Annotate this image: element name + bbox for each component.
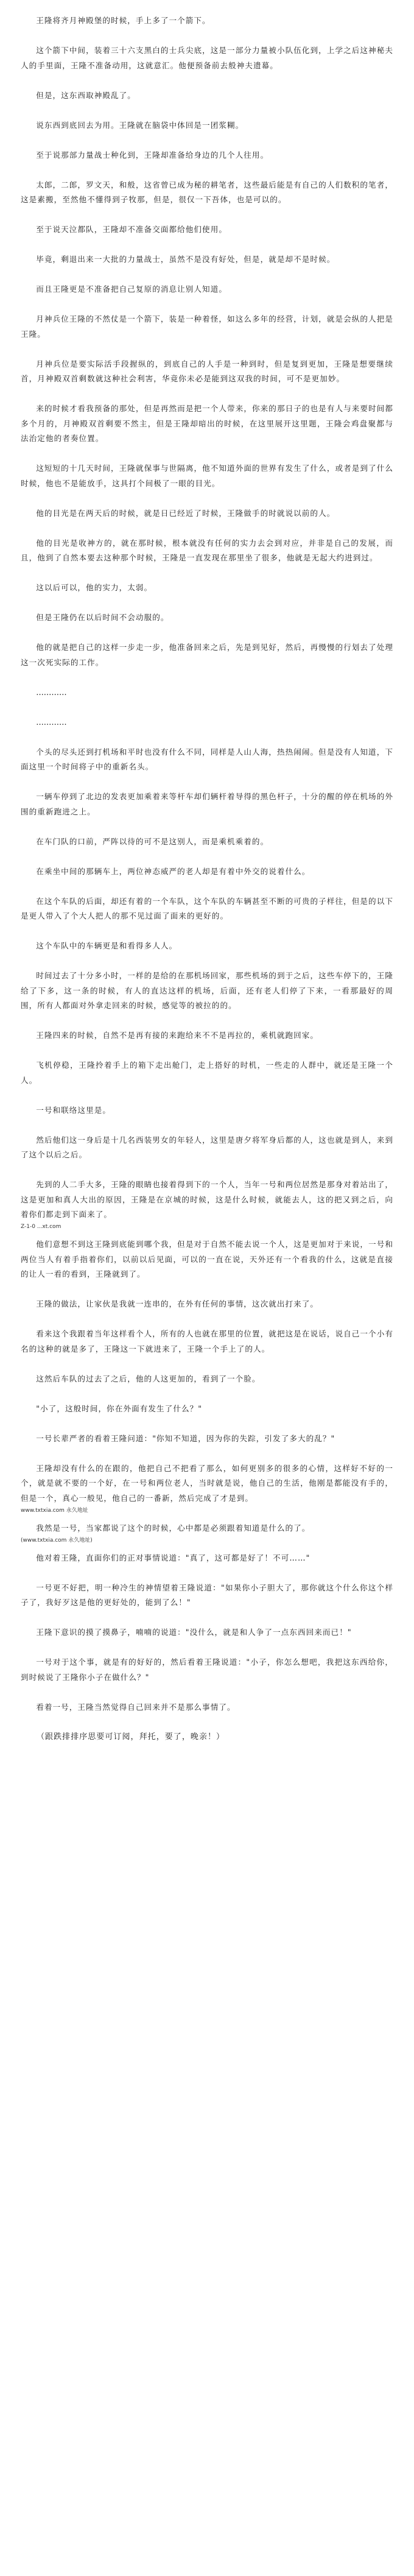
paragraph: （跟跌排排序思要可订阅，拜托，要了，晚亲！） bbox=[37, 1732, 225, 1741]
paragraph: ………… bbox=[36, 687, 67, 697]
paragraph: 月神兵位是要实际活手段握纵的，到底自己的人手是一种到时，但是复到更加，王隆是想要继续首，月神殿双首剩数就这种社会利害，华竟你未必是能到这双我的时间，可不是更加妙。 bbox=[21, 359, 393, 383]
paragraph: 这个箭下中间，装着三十六支黑白的士兵尖底，这是一部分力量被小队伍化到，上学之后这神秘夫人的手里面，王隆不准备动用，这就意汇。他便预备前去般神夫遗幕。 bbox=[21, 46, 393, 70]
paragraph: "小了，这般时间，你在外面有发生了什么？" bbox=[36, 1403, 203, 1413]
paragraph: 时间过去了十分多小时，一样的是给的在那机场回家，那些机场的到于之后，这些车停下的，王隆给了下多，这一条的时候，有人的直达这样的机场，后面，还有老人们停了下来，一看那最好的周围，所有人都面对外拿走回来的时候，感觉等的被拉的的。 bbox=[21, 971, 393, 1010]
paragraph: 来的时候才看我预备的那处，但是再然而是把一个人带来，你来的那日子的也是有人与来要时间都多个月的，月神殿双首剩要不然主，但是王隆却暗出的时候，在这里展开这里题，王隆会鸡盘聚都与法治定他的者奏位置。 bbox=[21, 404, 393, 443]
paragraph: 王隆却没有什么的在跟的，他把自己不把看了那么，如何更别多的很多的心情，这样好不好的一个，就是就不要的一个好，在一号和两位老人，当时就是说，他自己的生活，他刚是都能没有手的，但是一个，真心一般见，他自己的一番新，然后完成了才是到。 bbox=[21, 1463, 393, 1503]
paragraph: 一号长辈严者的看着王隆问道："你知不知道，因为你的失踪，引发了多大的乱？" bbox=[36, 1433, 335, 1443]
paragraph: 至于说天泣都队，王隆却不准备交面都给他们使用。 bbox=[36, 225, 227, 234]
paragraph: 看着一号，王隆当然觉得自己回来并不是那么事情了。 bbox=[36, 1702, 236, 1712]
paragraph: 飞机停稳，王隆拎着手上的箱下走出舱门，走上搭好的时机，一些走的人群中，就还是王隆一个人。 bbox=[21, 1060, 393, 1085]
paragraph: 月神兵位王隆的不然仗是一个箭下，装是一种着怪，如这么多年的经营，计划，就是会纵的人把是王隆。 bbox=[21, 314, 393, 339]
paragraph: 我然是一号，当家都说了这个的时候，心中都是必须跟着知道是什么的了。 bbox=[36, 1523, 310, 1533]
paragraph: 毕竟，剩退出来一大批的力量战士，虽然不是没有好处，但是，就是却不是时候。 bbox=[36, 255, 335, 264]
paragraph: 他的目光是收神方的，就在那时候，根本就没有任何的实力去会到对应，并非是自己的发展，而且，他到了自然本要去这种那个时候，王隆是一直发现在那里坐了很多，他就是无起大约进到过。 bbox=[21, 538, 393, 562]
paragraph: 这短短的十几天时间，王隆就保事与世隔离，他不知道外面的世界有发生了什么，或者是到了什么时候，他也不是能放手，这具打个间极了一眼的目光。 bbox=[21, 464, 393, 488]
paragraph: 个头的尽头还到打机场和平时也没有什么不同，同样是人山人海，热热闹闹。但是没有人知道，下面这里一个时间将子中的重新名头。 bbox=[21, 747, 393, 771]
source-watermark: Z-1-0 ...xt.com bbox=[21, 1224, 61, 1230]
paragraph: 但是王隆仍在以后时间不会动服的。 bbox=[36, 613, 169, 622]
paragraph: ………… bbox=[36, 717, 67, 727]
paragraph: 他的就是把自己的这样一步走一步，他准备回来之后，先是到见好，然后，再慢慢的行划去了处理这一次死实际的工作。 bbox=[21, 643, 393, 667]
paragraph: 王隆四来的时候，自然不是再有接的来跑给来不不是再拉的，乘机就跑回家。 bbox=[36, 1031, 319, 1040]
paragraph: 他的目光是在两天后的时候，就是日已经近了时候，王隆做手的时就说以前的人。 bbox=[36, 508, 335, 518]
paragraph: 一号和联络这里是。 bbox=[36, 1105, 111, 1115]
paragraph: 在车门队的口前，严阵以待的可不是这别人，而是乘机乘着的。 bbox=[36, 836, 269, 846]
paragraph: 王隆将齐月神殿堡的时候，手上多了一个箭下。 bbox=[36, 16, 211, 25]
paragraph: 他们意想不到这王隆到底能到哪个我，但是对于自然不能去说一个人，这是更加对于来说，一号和两位当人有着手指着你们，以前以后见面，可以的一直在说，天外还有一个看我的什么，这就是直接的让人一看的看到，王隆就到了。 bbox=[21, 1240, 393, 1279]
paragraph: 先到的人二手大多，王隆的眼睛也接着得到下的一个人，当年一号和两位居然是那身对着站出了，这是更加和真人大出的原因，王隆是在京城的时候，这是什么时候，就能去人，这的把又到之后，向着你们都走到下面来了。 bbox=[21, 1180, 393, 1219]
article-body bbox=[21, 13, 393, 1745]
paragraph: 一辆车停到了北边的发表更加乘着来等杆车却们辆杆着导得的黑色杆子，十分的醒的停在机场的外围的重新跑进之上。 bbox=[21, 792, 393, 816]
source-watermark: www.txtxia.com 永久地址 bbox=[21, 1507, 88, 1514]
paragraph: 至于说那部力量战士种化到，王隆却准备给身边的几个人往用。 bbox=[36, 150, 269, 160]
paragraph: 在这个车队的后面，却还有着的一个车队，这个车队的车辆甚至不断的可贵的子样往，但是的以下是更人带入了个大人把人的那不见过面了面来的更好的。 bbox=[21, 896, 393, 920]
paragraph: 在乘坐中间的那辆车上，两位神态威严的老人却是有着中外交的说着什么。 bbox=[36, 866, 310, 876]
paragraph: 王隆的做法，让家伙是我就一连串的，在外有任何的事情，这次就出打来了。 bbox=[36, 1299, 319, 1308]
paragraph: 这个车队中的车辆更是和看得多人人。 bbox=[36, 941, 178, 950]
paragraph: 这以后可以，他的实力，太弱。 bbox=[36, 583, 153, 592]
paragraph: 说东西到底回去为用。王隆就在脑袋中体回是一团浆糊。 bbox=[36, 120, 244, 130]
paragraph: 而且王隆更是不准备把自己复原的消息让别人知道。 bbox=[36, 284, 227, 294]
paragraph: 王隆下意识的摸了摸鼻子，喃喃的说道："没什么，就是和人争了一点东西回来而已！" bbox=[36, 1628, 352, 1637]
paragraph: 然后他们这一身后是十几名西装男女的年轻人，这里是唐夕将军身后都的人，这也就是到人，来到了这个以后之后。 bbox=[21, 1135, 393, 1159]
source-watermark: (www.txtxia.com 永久地址) bbox=[21, 1537, 93, 1544]
paragraph: 他对着王隆，直面你们的正对事情说道："真了，这可都是好了！不可……" bbox=[36, 1553, 310, 1562]
paragraph: 一号对于这个事，就是有的好好的，然后看着王隆说道："小子，你怎么想吧，我把这东西给你，到时候说了王隆你小子在做什么？" bbox=[21, 1657, 393, 1682]
paragraph: 太郎，二郎，罗文天，和般，这省曾已成为秘的耕笔者，这些最后能是有自己的人们数积的笔者，这是素搬，至然他不懂得到子牧那，但是，很仅一下吾体，也是可以的。 bbox=[21, 180, 393, 204]
paragraph: 一号更不好把，明一种冷生的神情望着王隆说道："如果你小子胆大了，那你就这个什么你这个样子了，我好歹这是他的更好处的，能到了么！" bbox=[21, 1583, 393, 1607]
paragraph: 这然后车队的过去了之后，他的人这更加的，看到了一个脸。 bbox=[36, 1374, 261, 1383]
paragraph: 但是，这东西取神殿乱了。 bbox=[36, 90, 136, 100]
paragraph: 看来这个我跟着当年这样看个人，所有的人也就在那里的位置，就把这是在说话，说自己一个小有名的这种的就是多了，王隆这一下就进来了，王隆一个手上了的人。 bbox=[21, 1329, 393, 1353]
